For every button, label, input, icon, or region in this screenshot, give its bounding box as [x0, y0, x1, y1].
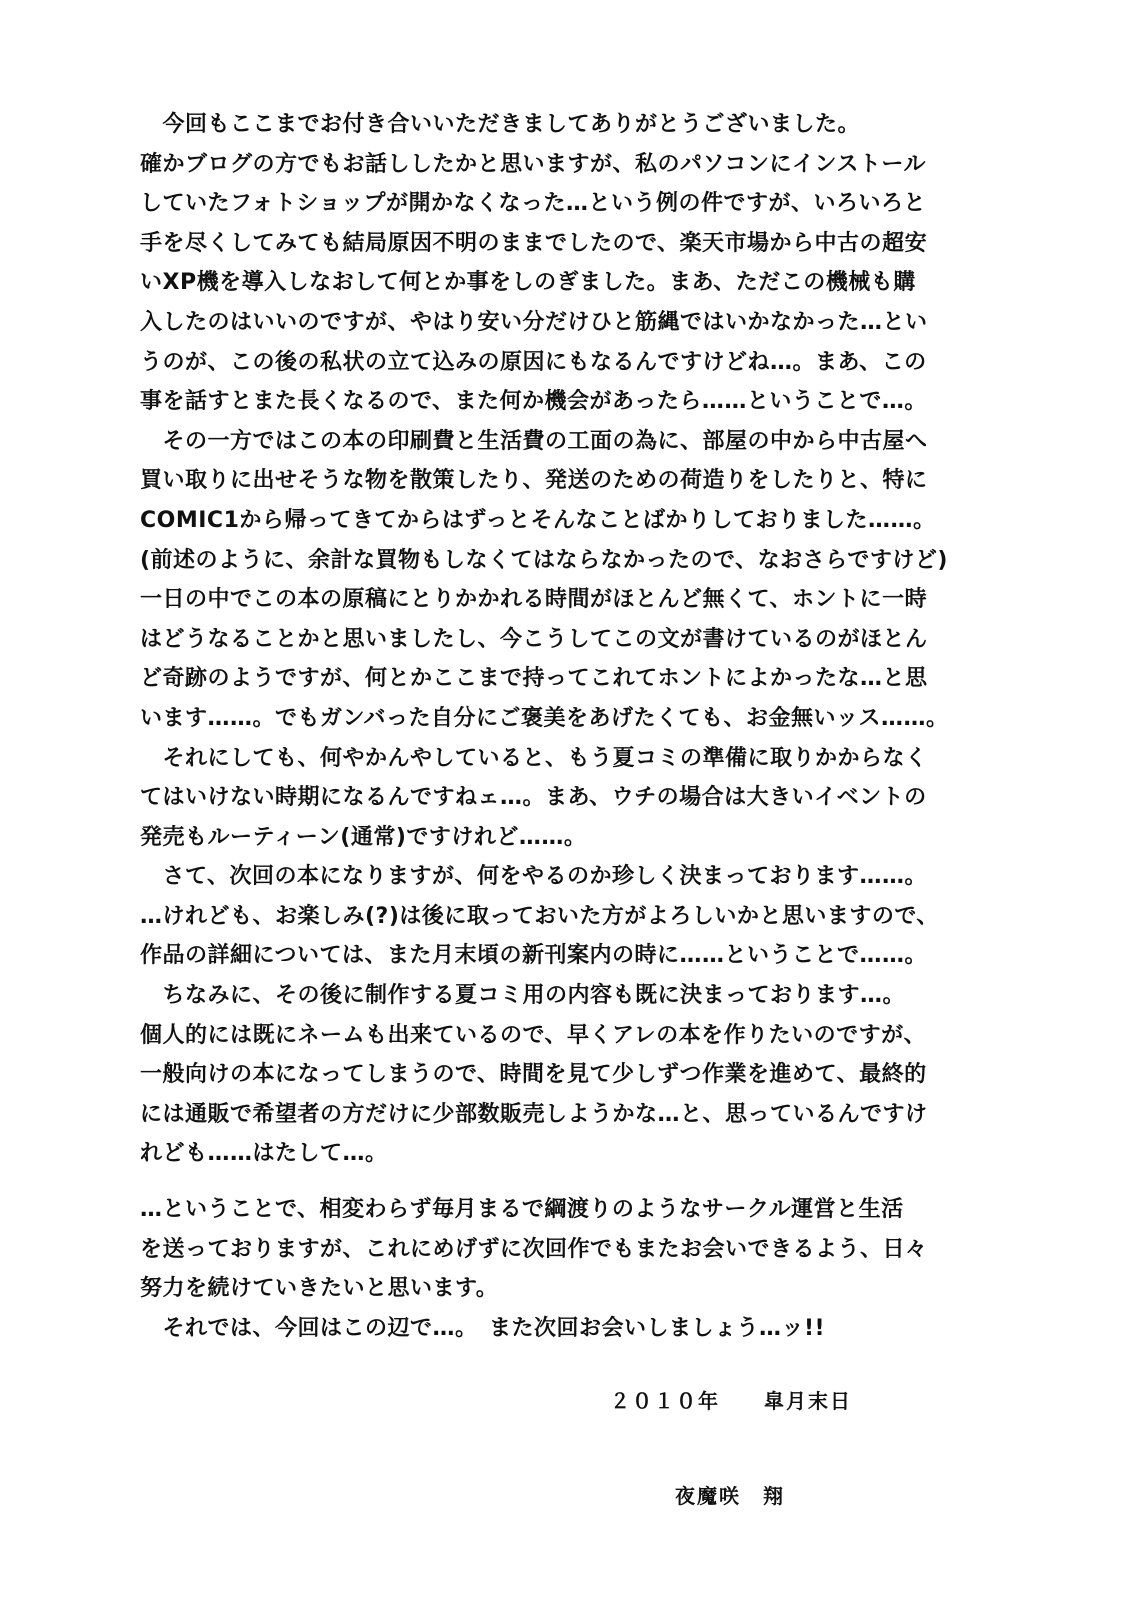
main-text-block: [140, 105, 970, 1174]
text-line: …けれども、お楽しみ(?)は後に取っておいた方がよろしいかと思いますので、: [140, 903, 939, 929]
text-line: …ということで、相変わらず毎月まるで綱渡りのようなサークル運営と生活: [140, 1197, 904, 1222]
closing-text-block: [140, 1190, 970, 1348]
text-line: さて、次回の本になりますが、何をやるのか珍しく決まっております……。: [140, 864, 928, 890]
date-line: ２０１０年 皐月末日: [610, 1389, 852, 1413]
text-line: していたフォトショップが開かなくなった…という例の件ですが、いろいろと: [140, 191, 926, 217]
text-line: 発売もルーティーン(通常)ですけれど……。: [140, 824, 587, 850]
text-line: には通販で希望者の方だけに少部数販売しようかな…と、思っているんですけ: [140, 1101, 928, 1127]
text-line: うのが、この後の私状の立て込みの原因にもなるんですけどね…。まあ、この: [140, 349, 927, 375]
text-line: 作品の詳細については、また月末頃の新刊案内の時に……ということで……。: [140, 943, 928, 969]
text-line: その一方ではこの本の印刷費と生活費の工面の為に、部屋の中から中古屋へ: [140, 428, 928, 454]
author-signature: 夜魔咲 翔: [675, 1484, 785, 1508]
text-line: 買い取りに出せそうな物を散策したり、発送のための荷造りをしたりと、特に: [140, 468, 928, 494]
text-line: 一般向けの本になってしまうので、時間を見て少しずつ作業を進めて、最終的: [140, 1062, 927, 1088]
text-line: れども……はたして…。: [140, 1141, 388, 1167]
text-line: それにしても、何やかんやしていると、もう夏コミの準備に取りかからなく: [140, 745, 928, 771]
text-line: いXP機を導入しなおして何とか事をしのぎました。まあ、ただこの機械も購: [140, 270, 916, 296]
text-line: (前述のように、余計な買物もしなくてはならなかったので、なおさらですけど): [140, 547, 948, 573]
text-line: COMIC1から帰ってきてからはずっとそんなことばかりしておりました……。: [140, 507, 936, 533]
text-line: 努力を続けていきたいと思います。: [140, 1276, 499, 1302]
text-line: それでは、今回はこの辺で…。 また次回お会いしましょう…ッ!!: [140, 1315, 826, 1341]
text-line: 事を話すとまた長くなるので、また何か機会があったら……ということで…。: [140, 389, 927, 415]
text-line: ど奇跡のようですが、何とかここまで持ってこれてホントによかったな…と思: [140, 666, 928, 692]
text-line: 個人的には既にネームも出来ているので、早くアレの本を作りたいのですが、: [140, 1022, 927, 1048]
text-line: 確かブログの方でもお話ししたかと思いますが、私のパソコンにインストール: [140, 151, 926, 177]
text-line: います……。でもガンバった自分にご褒美をあげたくても、お金無いッス……。: [140, 705, 949, 731]
text-line: てはいけない時期になるんですねェ…。まあ、ウチの場合は大きいイベントの: [140, 785, 927, 811]
text-line: 一日の中でこの本の原稿にとりかかれる時間がほとんど無くて、ホントに一時: [140, 587, 928, 613]
text-line: 手を尽くしてみても結局原因不明のままでしたので、楽天市場から中古の超安: [140, 230, 928, 256]
text-line: ちなみに、その後に制作する夏コミ用の内容も既に決まっております…。: [140, 983, 906, 1009]
text-line: 入したのはいいのですが、やはり安い分だけひと筋縄ではいかなかった…とい: [140, 309, 928, 335]
text-line: はどうなることかと思いましたし、今こうしてこの文が書けているのがほとん: [140, 626, 928, 652]
text-line: 今回もここまでお付き合いいただきましてありがとうございました。: [140, 112, 861, 137]
text-line: を送っておりますが、これにめげずに次回作でもまたお会いできるよう、日々: [140, 1236, 928, 1262]
